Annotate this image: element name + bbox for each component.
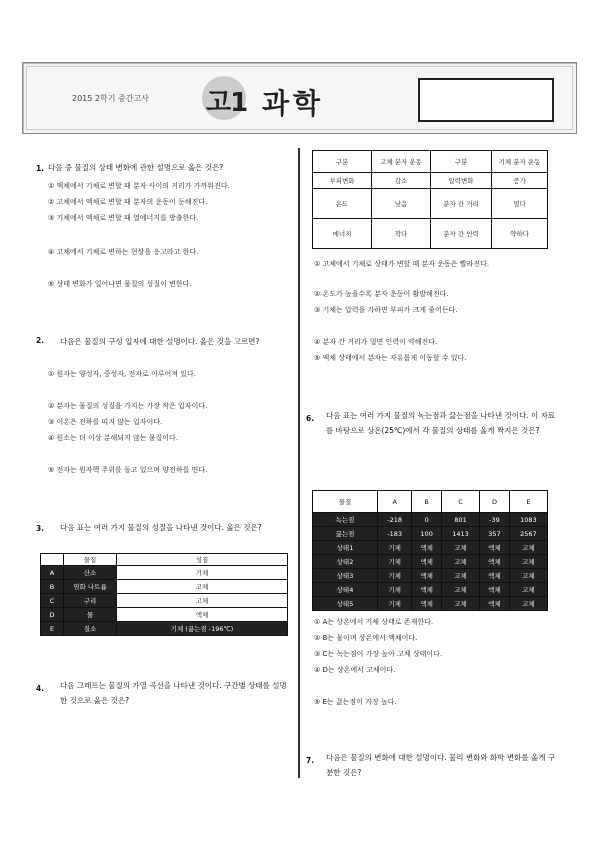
table-header-cell: 성질 xyxy=(117,554,288,566)
table-cell: 100 xyxy=(412,527,442,541)
option: ② 분자는 물질의 성질을 가지는 가장 작은 입자이다. xyxy=(48,402,208,410)
column-divider xyxy=(298,148,300,778)
table-cell: 액체 xyxy=(480,583,510,597)
table-cell: 801 xyxy=(441,513,479,527)
table-cell: 액체 xyxy=(480,541,510,555)
table-cell: 고체 xyxy=(509,541,547,555)
table-header-cell: C xyxy=(441,491,479,513)
table-cell: 기체 xyxy=(378,555,412,569)
table-cell: 기체 xyxy=(378,597,412,611)
table-cell: 고체 xyxy=(117,580,288,594)
option: ③ 기체에서 액체로 변할 때 열에너지를 방출한다. xyxy=(48,214,199,222)
table-header-cell: 기체 분자 운동 xyxy=(492,151,548,173)
table-cell: 분자 간 거리 xyxy=(431,189,492,219)
option: ③ 기체는 압력을 가하면 부피가 크게 줄어든다. xyxy=(314,306,458,314)
table-cell: 고체 xyxy=(441,569,479,583)
option: ④ 고체에서 기체로 변하는 현상을 응고라고 한다. xyxy=(48,248,199,256)
table-cell: 기체 xyxy=(378,541,412,555)
table-header-cell: 구분 xyxy=(431,151,492,173)
question-number: 3. xyxy=(36,524,45,533)
option: ② B는 물이며 상온에서 액체이다. xyxy=(314,634,418,642)
table-cell: 액체 xyxy=(412,583,442,597)
table-cell: 고체 xyxy=(509,583,547,597)
table-cell: 낮음 xyxy=(372,189,431,219)
question-number: 6. xyxy=(306,414,315,423)
table-cell: 상태3 xyxy=(313,569,378,583)
table-cell: 상태2 xyxy=(313,555,378,569)
grade-label: 고1 xyxy=(206,88,248,118)
table-cell: 끓는점 xyxy=(313,527,378,541)
table-cell: 물 xyxy=(64,608,117,622)
table-cell: 1083 xyxy=(509,513,547,527)
table-cell: 고체 xyxy=(509,597,547,611)
exam-subtitle: 2015 2학기 중간고사 xyxy=(72,94,149,103)
table-header-cell: 물질 xyxy=(313,491,378,513)
subject-title: 과학 xyxy=(262,87,325,120)
table-cell: 염화 나트륨 xyxy=(64,580,117,594)
option: ⑤ 전자는 원자핵 주위를 돌고 있으며 양전하를 띤다. xyxy=(48,466,208,474)
table-cell: B xyxy=(41,580,64,594)
table-header-cell: D xyxy=(480,491,510,513)
table-header-cell: B xyxy=(412,491,442,513)
table-cell: 증가 xyxy=(492,173,548,189)
table-cell: 액체 xyxy=(480,555,510,569)
table-cell: 고체 xyxy=(117,594,288,608)
table-cell: 상태5 xyxy=(313,597,378,611)
option: ③ 이온은 전하를 띠지 않는 입자이다. xyxy=(48,418,163,426)
table-cell: 고체 xyxy=(441,583,479,597)
table-cell: 상태1 xyxy=(313,541,378,555)
option: ① 고체에서 기체로 상태가 변할 때 분자 운동은 빨라진다. xyxy=(314,260,490,268)
table-cell: 액체 xyxy=(117,608,288,622)
table-cell: 멀다 xyxy=(492,189,548,219)
table-cell: -39 xyxy=(480,513,510,527)
option: ⑤ 액체 상태에서 분자는 자유롭게 이동할 수 있다. xyxy=(314,354,467,362)
table-cell: 녹는점 xyxy=(313,513,378,527)
question-number: 1. xyxy=(36,164,45,173)
table-header-cell: A xyxy=(378,491,412,513)
question-stem: 다음 중 물질의 상태 변화에 관한 설명으로 옳은 것은? xyxy=(48,163,224,172)
table-cell: 질소 xyxy=(64,622,117,636)
table-cell: 기체 (끓는점 -196℃) xyxy=(117,622,288,636)
question-number: 4. xyxy=(36,684,45,693)
name-box xyxy=(418,78,554,122)
table-cell: 액체 xyxy=(412,569,442,583)
table-cell: 357 xyxy=(480,527,510,541)
table-cell: 액체 xyxy=(412,555,442,569)
question-stem: 다음 표는 여러 가지 물질의 녹는점과 끓는점을 나타낸 것이다. 이 자료를 바탕으로 상온(25℃)에서 각 물질의 상태를 옳게 짝지은 것은? xyxy=(326,411,556,435)
option: ④ 원소는 더 이상 분해되지 않는 물질이다. xyxy=(48,434,179,442)
option: ④ 분자 간 거리가 멀면 인력이 약해진다. xyxy=(314,338,438,346)
comparison-table xyxy=(312,150,548,249)
question-number: 7. xyxy=(306,756,315,765)
question-stem: 다음은 물질의 변화에 대한 설명이다. 물리 변화와 화학 변화를 옳게 구분한 것은? xyxy=(326,753,556,777)
option: ③ C는 녹는점이 가장 높아 고체 상태이다. xyxy=(314,650,443,658)
table-cell: 구리 xyxy=(64,594,117,608)
table-cell: 고체 xyxy=(441,555,479,569)
data-table xyxy=(312,490,548,611)
table-cell: 고체 xyxy=(441,597,479,611)
table-cell: 산소 xyxy=(64,566,117,580)
table-cell: 액체 xyxy=(480,569,510,583)
option: ① 원자는 양성자, 중성자, 전자로 이루어져 있다. xyxy=(48,370,197,378)
table-cell: 에너지 xyxy=(313,219,372,249)
option: ① 액체에서 기체로 변할 때 분자 사이의 거리가 가까워진다. xyxy=(48,182,230,190)
table-header-cell: 구분 xyxy=(313,151,372,173)
option: ① A는 상온에서 기체 상태로 존재한다. xyxy=(314,618,434,626)
table-cell: 고체 xyxy=(509,555,547,569)
table-cell: 0 xyxy=(412,513,442,527)
table-cell: 작다 xyxy=(372,219,431,249)
table-cell: D xyxy=(41,608,64,622)
question-stem: 다음 그래프는 물질의 가열 곡선을 나타낸 것이다. 구간별 상태를 설명한 것으로 옳은 것은? xyxy=(60,681,287,705)
table-cell: A xyxy=(41,566,64,580)
table-cell: 감소 xyxy=(372,173,431,189)
question-number: 2. xyxy=(36,336,45,345)
table-cell: 기체 xyxy=(378,569,412,583)
option: ⑤ 상태 변화가 일어나면 물질의 성질이 변한다. xyxy=(48,280,192,288)
question-stem: 다음은 물질의 구성 입자에 대한 설명이다. 옳은 것을 고르면? xyxy=(60,337,260,346)
table-header-cell: E xyxy=(509,491,547,513)
table-cell: 분자 간 인력 xyxy=(431,219,492,249)
table-cell: 고체 xyxy=(441,541,479,555)
data-table xyxy=(40,553,288,636)
table-cell: 고체 xyxy=(509,569,547,583)
table-cell: 기체 xyxy=(378,583,412,597)
table-header-cell: 물질 xyxy=(64,554,117,566)
table-cell: 온도 xyxy=(313,189,372,219)
table-cell: 1413 xyxy=(441,527,479,541)
option: ② 고체에서 액체로 변할 때 분자의 운동이 둔해진다. xyxy=(48,198,208,206)
table-cell: 약하다 xyxy=(492,219,548,249)
table-header-cell: 고체 분자 운동 xyxy=(372,151,431,173)
question-stem: 다음 표는 여러 가지 물질의 성질을 나타낸 것이다. 옳은 것은? xyxy=(60,523,262,532)
option: ④ D는 상온에서 고체이다. xyxy=(314,666,396,674)
table-cell: 부피변화 xyxy=(313,173,372,189)
table-cell: C xyxy=(41,594,64,608)
table-cell: 기체 xyxy=(117,566,288,580)
table-cell: 상태4 xyxy=(313,583,378,597)
table-cell: 2567 xyxy=(509,527,547,541)
table-cell: E xyxy=(41,622,64,636)
table-cell: 액체 xyxy=(412,597,442,611)
table-cell: 액체 xyxy=(480,597,510,611)
table-cell: 액체 xyxy=(412,541,442,555)
table-cell: -183 xyxy=(378,527,412,541)
table-header-cell xyxy=(41,554,64,566)
option: ⑤ E는 끓는점이 가장 높다. xyxy=(314,698,397,706)
table-cell: 압력변화 xyxy=(431,173,492,189)
table-cell: -218 xyxy=(378,513,412,527)
option: ② 온도가 높을수록 분자 운동이 활발해진다. xyxy=(314,290,449,298)
